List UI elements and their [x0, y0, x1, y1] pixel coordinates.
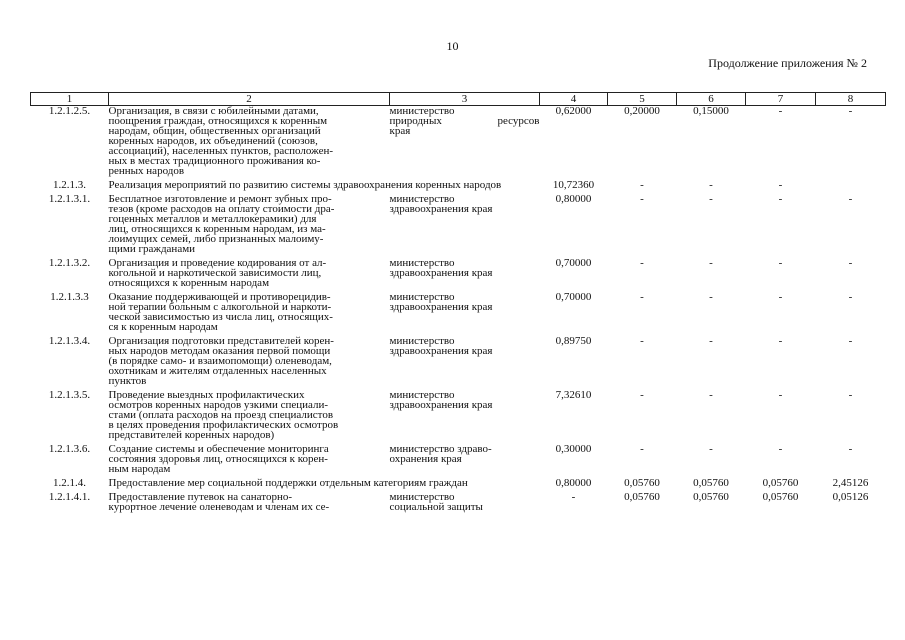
value-c5: -	[640, 193, 644, 205]
table-row	[31, 492, 886, 516]
executor-line: министерство	[389, 257, 455, 269]
value-c6: 0,05760	[693, 477, 729, 489]
description-line: пунктов	[108, 375, 147, 387]
value-c6: -	[709, 335, 713, 347]
description-line: когольной и наркотической зависимости лиц,	[108, 267, 322, 279]
value-c5: -	[640, 257, 644, 269]
row-executor	[390, 390, 540, 444]
description-line: Организация, в связи с юбилейными датами,	[108, 105, 319, 117]
row-description	[109, 292, 390, 336]
description-line: ческой зависимостью из числа лиц, относящих-	[108, 311, 333, 323]
row-description	[109, 444, 390, 478]
row-code: 1.2.1.3.4.	[48, 335, 91, 347]
value-c6: 0,15000	[693, 105, 729, 117]
description-line: ных народов методам оказания первой помощи	[108, 345, 331, 357]
executor-line: министерство	[389, 291, 455, 303]
row-executor	[390, 258, 540, 292]
executor-line: министерство	[389, 491, 455, 503]
description-line: курортное лечение оленеводам и членам их се-	[108, 501, 330, 513]
row-code: 1.2.1.3.1.	[48, 193, 91, 205]
value-c5: -	[640, 179, 644, 191]
column-header-2: 2	[109, 93, 390, 106]
row-description	[109, 492, 390, 516]
executor-line: здравоохранения края	[389, 399, 493, 411]
appendix-table	[30, 92, 886, 516]
description-line: стами (оплата расходов на проезд специалистов	[108, 409, 334, 421]
table-row	[31, 106, 886, 181]
value-c7: -	[778, 389, 783, 401]
table-row	[31, 258, 886, 292]
value-c5: -	[640, 291, 644, 303]
value-c5: -	[640, 335, 644, 347]
value-c6: -	[709, 443, 713, 455]
value-c8: -	[848, 193, 853, 205]
description-line: охотникам и жителям отдаленных населенных	[108, 365, 327, 377]
executor-line: социальной защиты	[389, 501, 483, 513]
value-c5: -	[640, 443, 644, 455]
value-c4: 10,72360	[552, 179, 595, 191]
value-c4: 0,70000	[555, 257, 592, 269]
table-row	[31, 292, 886, 336]
executor-line: здравоохранения края	[389, 267, 493, 279]
value-c6: -	[709, 257, 713, 269]
value-c7: -	[778, 443, 783, 455]
row-code: 1.2.1.4.1.	[48, 491, 91, 503]
value-c7: -	[778, 105, 783, 117]
column-header-7: 7	[746, 93, 816, 106]
value-c6: -	[709, 179, 713, 191]
row-executor	[390, 444, 540, 478]
description-line: в целях проведения профилактических осмотров	[108, 419, 339, 431]
value-c5: -	[640, 389, 644, 401]
value-c7: -	[778, 193, 783, 205]
row-executor	[390, 106, 540, 181]
description-line: ассоциаций), населенных пунктов, расположен-	[108, 145, 334, 157]
description-line: представителей коренных народов)	[108, 429, 275, 441]
row-code: 1.2.1.4.	[53, 477, 86, 489]
description-line: Создание системы и обеспечение мониторинга	[108, 443, 329, 455]
value-c4: 7,32610	[555, 389, 592, 401]
row-code: 1.2.1.3.2.	[48, 257, 91, 269]
column-header-6: 6	[677, 93, 746, 106]
description-line: тезов (кроме расходов на оплату стоимости дра-	[108, 203, 335, 215]
executor-line: охранения края	[389, 453, 462, 465]
column-header-3: 3	[390, 93, 540, 106]
row-code: 1.2.1.3.3	[50, 291, 89, 303]
description-line: гоценных металлов и металлокерамики) для	[108, 213, 317, 225]
table-row	[31, 478, 886, 492]
row-code: 1.2.1.3.	[53, 179, 86, 191]
executor-line: министерство здраво-	[389, 443, 492, 455]
value-c8: 2,45126	[832, 477, 869, 489]
value-c4: 0,89750	[555, 335, 592, 347]
executor-line: министерство	[389, 389, 455, 401]
value-c8: -	[848, 389, 853, 401]
row-code: 1.2.1.2.5.	[48, 105, 91, 117]
value-c5: 0,05760	[624, 491, 660, 503]
column-header-5: 5	[608, 93, 677, 106]
description-line: щими гражданами	[108, 243, 196, 255]
value-c4: 0,70000	[555, 291, 592, 303]
row-executor	[390, 336, 540, 390]
value-c8: 0,05126	[832, 491, 869, 503]
value-c5: 0,05760	[624, 477, 660, 489]
description-line: Организация подготовки представителей корен-	[108, 335, 334, 347]
description-line: (в порядке само- и взаимопомощи) оленеводам,	[108, 355, 332, 367]
description-line: Организация и проведение кодирования от ал-	[108, 257, 327, 269]
value-c7: -	[778, 179, 783, 191]
description-line: народам, общин, общественных организаций	[108, 125, 321, 137]
executor-line: здравоохранения края	[389, 203, 493, 215]
value-c8: -	[848, 105, 853, 117]
value-c6: 0,05760	[693, 491, 729, 503]
description-line: ренных народов	[108, 165, 185, 177]
row-code: 1.2.1.3.5.	[48, 389, 91, 401]
description-line: состояния здоровья лиц, относящихся к корен-	[108, 453, 328, 465]
description-line: ным народам	[108, 463, 171, 475]
value-c5: 0,20000	[624, 105, 660, 117]
description-line: лиц, относящихся к коренным народам, из ма-	[108, 223, 326, 235]
value-c8: -	[848, 291, 853, 303]
row-code: 1.2.1.3.6.	[48, 443, 91, 455]
table-row	[31, 444, 886, 478]
value-c6: -	[709, 291, 713, 303]
description-line: ных в местах традиционного проживания ко-	[108, 155, 321, 167]
value-c8	[816, 180, 886, 194]
row-description	[109, 194, 390, 258]
value-c4: -	[571, 491, 576, 503]
description-line: ся к коренным народам	[108, 321, 218, 333]
description-line: лоимущих семей, либо признанных малоиму-	[108, 233, 324, 245]
value-c7: -	[778, 257, 783, 269]
value-c4: 0,80000	[555, 193, 592, 205]
row-description: Предоставление мер социальной поддержки отдельным категориям граждан	[108, 477, 468, 489]
table-row	[31, 390, 886, 444]
row-executor	[390, 292, 540, 336]
page-number: 10	[446, 39, 459, 53]
column-header-8: 8	[816, 93, 886, 106]
table-row	[31, 194, 886, 258]
description-line: относящихся к коренным народам	[108, 277, 270, 289]
description-line: осмотров коренных народов узкими специали-	[108, 399, 329, 411]
value-c4: 0,30000	[555, 443, 592, 455]
value-c4: 0,62000	[555, 105, 592, 117]
value-c7: -	[778, 291, 783, 303]
value-c4: 0,80000	[555, 477, 592, 489]
value-c7: -	[778, 335, 783, 347]
row-description	[109, 336, 390, 390]
row-description	[109, 390, 390, 444]
row-description	[109, 258, 390, 292]
description-line: ной терапии больным с алкогольной и наркоти-	[108, 301, 332, 313]
executor-line	[390, 116, 540, 126]
description-line: поощрения граждан, относящихся к коренным	[108, 115, 328, 127]
column-header-1: 1	[31, 93, 109, 106]
row-description	[109, 106, 390, 181]
executor-line: министерство	[389, 105, 455, 117]
executor-line: министерство	[389, 193, 455, 205]
executor-line: здравоохранения края	[389, 345, 493, 357]
description-line: Оказание поддерживающей и противорецидив-	[108, 291, 331, 303]
executor-line: здравоохранения края	[389, 301, 493, 313]
description-line: Проведение выездных профилактических	[108, 389, 305, 401]
value-c8: -	[848, 443, 853, 455]
table-header	[31, 93, 886, 106]
row-description: Реализация мероприятий по развитию системы здравоохранения коренных народов	[108, 179, 502, 191]
executor-line: края	[389, 125, 411, 137]
row-executor	[390, 492, 540, 516]
column-header-4: 4	[540, 93, 608, 106]
executor-word: ресурсов	[497, 115, 540, 127]
description-line: коренных народов, их объединений (союзов,	[108, 135, 318, 147]
value-c8: -	[848, 257, 853, 269]
table-row	[31, 336, 886, 390]
description-line: Бесплатное изготовление и ремонт зубных про-	[108, 193, 332, 205]
value-c7: 0,05760	[762, 491, 799, 503]
value-c8: -	[848, 335, 853, 347]
table-row	[31, 180, 886, 194]
value-c7: 0,05760	[762, 477, 799, 489]
value-c6: -	[709, 193, 713, 205]
row-executor	[390, 194, 540, 258]
continuation-caption: Продолжение приложения № 2	[708, 56, 867, 70]
executor-word: природных	[389, 115, 442, 127]
value-c6: -	[709, 389, 713, 401]
executor-line: министерство	[389, 335, 455, 347]
description-line: Предоставление путевок на санаторно-	[108, 491, 292, 503]
